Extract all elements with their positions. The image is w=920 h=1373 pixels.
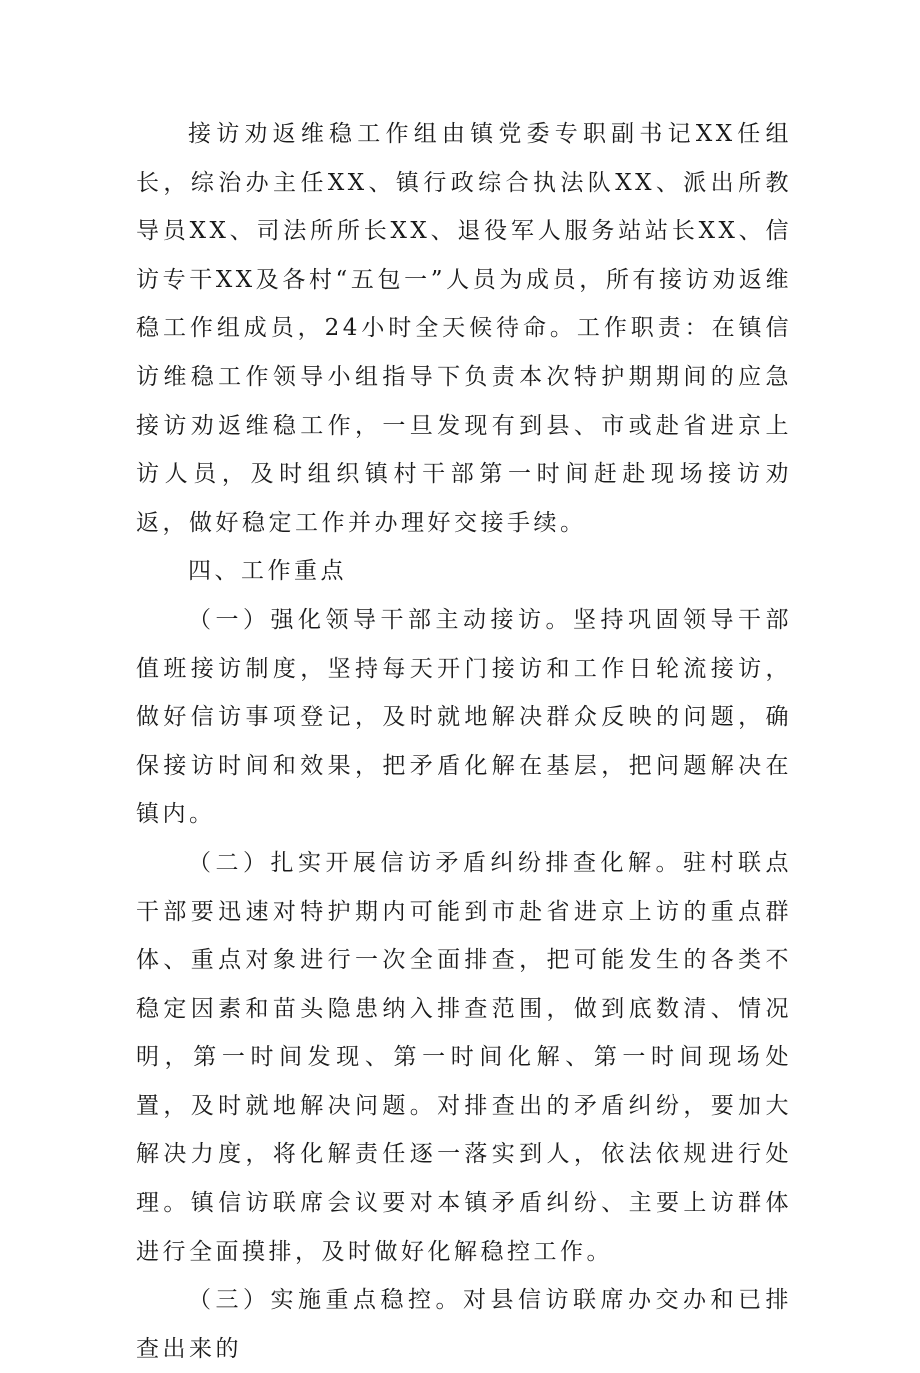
section-heading-work-focus: 四、工作重点 xyxy=(188,558,347,585)
item-dispute-investigation: （二）扎实开展信访矛盾纠纷排查化解。驻村联点干部要迅速对特护期内可能到市赴省进京上访的重点群体、重点对象进行一次全面排查，把可能发生的各类不稳定因素和苗头隐患纳入排查范围，做到底数清、情况明，第一时间发现、第一时间化解、第一时间现场处置，及时就地解决问题。对排查出的矛盾纠纷，要加大解决力度，将化解责任逐一落实到人，依法依规进行处理。镇信访联席会议要对本镇矛盾纠纷、主要上访群体进行全面摸排，及时做好化解稳控工作。 xyxy=(136,849,792,1265)
paragraph-work-group: 接访劝返维稳工作组由镇党委专职副书记XX任组长，综治办主任XX、镇行政综合执法队XX、派出所教导员XX、司法所所长XX、退役军人服务站站长XX、信访专干XX及各村“五包一”人员为成员，所有接访劝返维稳工作组成员，24小时全天候待命。工作职责：在镇信访维稳工作领导小组指导下负责本次特护期期间的应急接访劝返维稳工作，一旦发现有到县、市或赴省进京上访人员，及时组织镇村干部第一时间赶赴现场接访劝返，做好稳定工作并办理好交接手续。 xyxy=(136,121,792,536)
document-body xyxy=(136,110,792,1373)
item-leader-reception: （一）强化领导干部主动接访。坚持巩固领导干部值班接访制度，坚持每天开门接访和工作日轮流接访，做好信访事项登记，及时就地解决群众反映的问题，确保接访时间和效果，把矛盾化解在基层，把问题解决在镇内。 xyxy=(136,606,792,828)
item-key-control: （三）实施重点稳控。对县信访联席办交办和已排查出来的 xyxy=(136,1287,792,1362)
